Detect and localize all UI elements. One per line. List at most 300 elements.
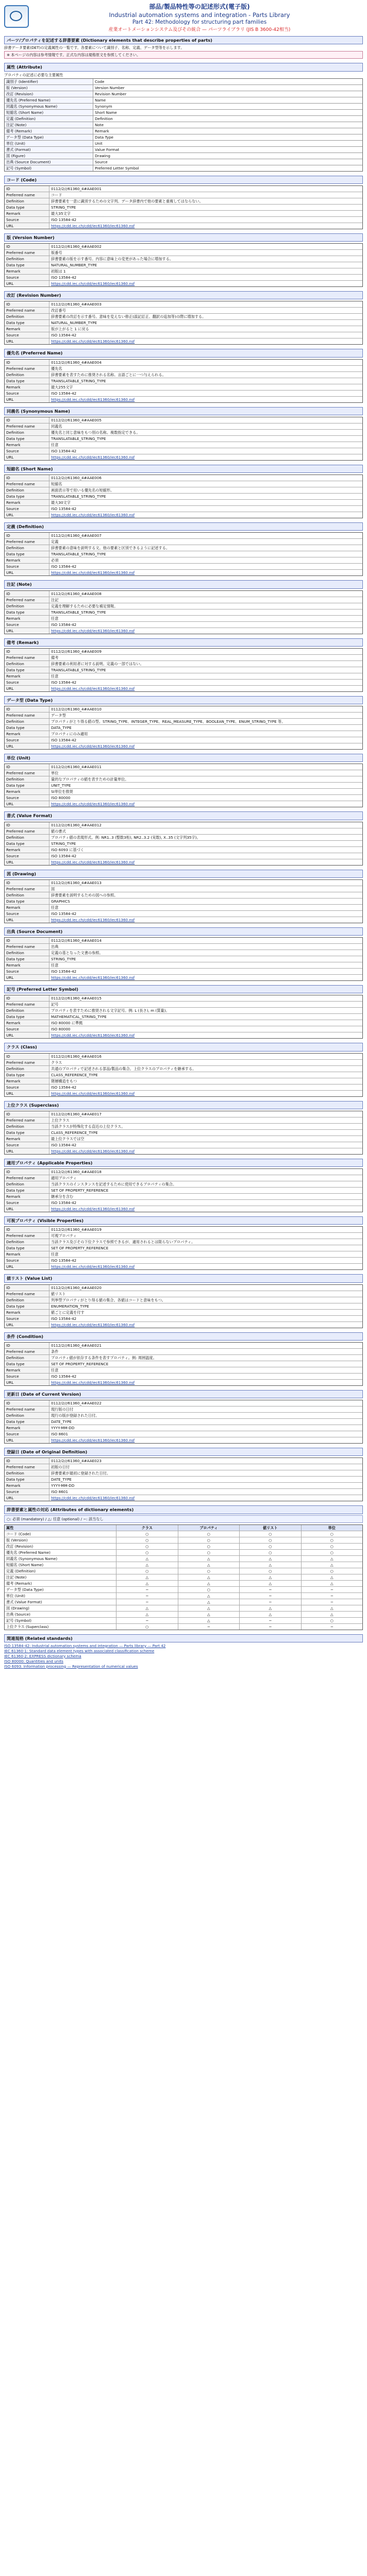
matrix-row <box>5 1537 362 1543</box>
element-url-link[interactable]: https://cdd.iec.ch/cdd/iec61360/iec61360.nsf <box>51 397 135 402</box>
element-value: ISO 80000 <box>51 1027 71 1032</box>
element-table <box>4 822 363 866</box>
element-row <box>5 301 362 307</box>
attribute-value: Short Name <box>95 110 117 115</box>
element-url-link[interactable]: https://cdd.iec.ch/cdd/iec61360/iec61360.nsf <box>51 1438 135 1443</box>
reference-link[interactable]: IEC 61360-1: Standard data element types with associated classification scheme <box>4 1648 155 1653</box>
element-row <box>5 1111 362 1117</box>
element-key: Source <box>5 795 49 801</box>
references-title: 関連規格 (Related standards) <box>4 1634 363 1642</box>
matrix-cell: △ <box>116 1562 178 1568</box>
element-row <box>5 417 362 423</box>
element-title: データ型 (Data Type) <box>4 696 363 704</box>
element-key: Source <box>5 622 49 628</box>
element-key: URL <box>5 1437 49 1443</box>
matrix-cell: △ <box>178 1599 240 1605</box>
element-row <box>5 995 362 1001</box>
element-value: ISO 80000 に準拠 <box>51 1021 83 1026</box>
element-key: ID <box>5 1285 49 1291</box>
matrix-header-row <box>5 1525 362 1531</box>
element-value: 0112/2///61360_4#AAE007 <box>51 533 102 538</box>
element-title: 定義 (Definition) <box>4 522 363 531</box>
element-value: NATURAL_NUMBER_TYPE <box>51 263 97 267</box>
element-row <box>5 822 362 828</box>
matrix-cell: − <box>239 1599 301 1605</box>
element-key: Data type <box>5 551 49 557</box>
element-title: 登録日 (Date of Original Definition) <box>4 1448 363 1456</box>
element-row <box>5 609 362 615</box>
element-row <box>5 1464 362 1470</box>
attribute-row <box>5 109 362 115</box>
matrix-header-cell: 単位 <box>301 1525 363 1531</box>
matrix-cell: △ <box>301 1556 363 1562</box>
element-key: URL <box>5 338 49 344</box>
element-value: プロパティ値が依存する条件を表すプロパティ。例: 周囲温度。 <box>51 1355 157 1360</box>
element-value: MATHEMATICAL_STRING_TYPE <box>51 1014 107 1020</box>
element-row <box>5 718 362 724</box>
element-row <box>5 1406 362 1412</box>
element-title: 記号 (Preferred Letter Symbol) <box>4 985 363 993</box>
matrix-row <box>5 1562 362 1568</box>
element-table <box>4 706 363 750</box>
matrix-row <box>5 1617 362 1623</box>
element-row <box>5 365 362 371</box>
matrix-cell: △ <box>239 1612 301 1617</box>
element-table <box>4 764 363 807</box>
element-key: URL <box>5 1495 49 1501</box>
element-row <box>5 307 362 313</box>
matrix-cell: △ <box>301 1574 363 1580</box>
element-value: 定義 <box>51 539 59 545</box>
element-table <box>4 1342 363 1386</box>
page-header <box>4 2 363 32</box>
element-row <box>5 904 362 910</box>
element-key: Remark <box>5 789 49 794</box>
element-value: 最大255文字 <box>51 384 73 389</box>
matrix-cell: △ <box>116 1605 178 1611</box>
matrix-cell: ○ <box>116 1624 178 1630</box>
element-key: ID <box>5 938 49 943</box>
element-value: ISO 13584-42 <box>51 969 77 974</box>
reference-link[interactable]: ISO 13584-42: Industrial automation systems and integration — Parts library — Part 42 <box>4 1643 166 1648</box>
attribute-name: 版 (Version) <box>5 85 93 91</box>
matrix-row <box>5 1592 362 1599</box>
element-value: 辞書要素を説明するための図への参照。 <box>51 892 118 897</box>
matrix-cell: △ <box>301 1581 363 1586</box>
element-url-link[interactable]: https://cdd.iec.ch/cdd/iec61360/iec61360.nsf <box>51 975 135 980</box>
element-key: Remark <box>5 500 49 505</box>
matrix-cell: △ <box>116 1574 178 1580</box>
matrix-cell: ○ <box>301 1568 363 1574</box>
element-row <box>5 493 362 499</box>
element-key: Preferred name <box>5 308 49 313</box>
matrix-title: 辞書要素と属性の対応 (Attributes of dictionary elements) <box>4 1505 363 1514</box>
attribute-name: 同義名 (Synonymous Name) <box>5 104 93 109</box>
element-title: 適用プロパティ (Applicable Properties) <box>4 1159 363 1167</box>
element-value: 辞書要素が最初に登録された日付。 <box>51 1471 111 1476</box>
element-row <box>5 597 362 603</box>
element-key: Preferred name <box>5 1291 49 1297</box>
element-key: Remark <box>5 1483 49 1488</box>
matrix-cell: △ <box>116 1581 178 1586</box>
element-value: 版が上がると 1 に戻る <box>51 327 89 332</box>
element-row <box>5 1379 362 1385</box>
attribute-row <box>5 97 362 103</box>
matrix-cell: △ <box>178 1574 240 1580</box>
attribute-value: Source <box>95 159 108 164</box>
element-row <box>5 1078 362 1084</box>
element-value: 最上位クラスでは空 <box>51 1136 85 1141</box>
attributes-title: 属性 (Attribute) <box>4 63 363 71</box>
attribute-name: 備考 (Remark) <box>5 128 93 134</box>
element-row <box>5 737 362 743</box>
element-key: URL <box>5 686 49 691</box>
element-row <box>5 1321 362 1328</box>
element-key: Preferred name <box>5 366 49 371</box>
matrix-cell: 改訂 (Revision) <box>6 1544 34 1549</box>
element-value: 0112/2///61360_4#AAE004 <box>51 360 102 365</box>
reference-link[interactable]: IEC 61360-2: EXPRESS dictionary schema <box>4 1653 81 1658</box>
element-value: 注記 <box>51 597 59 602</box>
element-key: ID <box>5 591 49 597</box>
element-value: 優先名 <box>51 366 62 371</box>
element-value: 備考 <box>51 655 59 660</box>
element-key: Definition <box>5 1239 49 1245</box>
element-key: Data type <box>5 1303 49 1309</box>
element-key: URL <box>5 1091 49 1096</box>
element-value: ISO 13584-42 <box>51 448 77 453</box>
element-value: 0112/2///61360_4#AAE008 <box>51 591 102 596</box>
element-key: URL <box>5 512 49 518</box>
element-key: Definition <box>5 1181 49 1187</box>
element-url-link[interactable]: https://cdd.iec.ch/cdd/iec61360/iec61360.nsf <box>51 1207 135 1211</box>
element-value: コード <box>51 192 62 197</box>
element-row <box>5 1142 362 1148</box>
element-row <box>5 223 362 229</box>
matrix-header-cell: 値リスト <box>239 1525 301 1531</box>
element-value: 当該クラスのインスタンスを記述するために使用できるプロパティの集合。 <box>51 1182 177 1187</box>
element-title: 優先名 (Preferred Name) <box>4 349 363 357</box>
element-key: URL <box>5 628 49 634</box>
element-row <box>5 338 362 344</box>
element-row <box>5 1470 362 1476</box>
matrix-cell: △ <box>116 1556 178 1562</box>
element-key: Preferred name <box>5 250 49 256</box>
element-value: 0112/2///61360_4#AAE011 <box>51 765 102 770</box>
element-value: 改訂番号 <box>51 308 66 313</box>
element-key: Preferred name <box>5 713 49 718</box>
element-title: 注記 (Note) <box>4 580 363 588</box>
matrix-cell: ○ <box>116 1568 178 1574</box>
element-row <box>5 628 362 634</box>
element-key: Preferred name <box>5 539 49 545</box>
element-row <box>5 423 362 429</box>
element-row <box>5 764 362 770</box>
element-key: URL <box>5 570 49 575</box>
attribute-value: Drawing <box>95 153 110 158</box>
element-table <box>4 1053 363 1097</box>
element-table <box>4 879 363 923</box>
element-key: ID <box>5 706 49 712</box>
element-url-link[interactable]: https://cdd.iec.ch/cdd/iec61360/iec61360.nsf <box>51 686 135 691</box>
element-row <box>5 454 362 460</box>
element-key: Source <box>5 332 49 338</box>
element-key: Data type <box>5 899 49 904</box>
attribute-value: Name <box>95 97 106 103</box>
element-value: 任意 <box>51 963 59 968</box>
matrix-cell: 上位クラス (Superclass) <box>6 1624 49 1629</box>
attribute-name: 識別子 (Identifier) <box>5 79 93 84</box>
element-row <box>5 950 362 956</box>
element-key: Data type <box>5 1361 49 1367</box>
element-row <box>5 1013 362 1020</box>
element-value: 可視プロパティ <box>51 1233 77 1239</box>
matrix-row <box>5 1611 362 1617</box>
attribute-row <box>5 159 362 165</box>
element-key: URL <box>5 223 49 229</box>
element-url-link[interactable]: https://cdd.iec.ch/cdd/iec61360/iec61360.nsf <box>51 223 135 228</box>
matrix-cell: 短縮名 (Short Name) <box>6 1562 44 1567</box>
matrix-cell: ○ <box>178 1544 240 1549</box>
element-key: Remark <box>5 211 49 216</box>
element-url-link[interactable]: https://cdd.iec.ch/cdd/iec61360/iec61360.nsf <box>51 513 135 517</box>
element-row <box>5 1084 362 1090</box>
matrix-cell: △ <box>178 1556 240 1562</box>
element-key: Source <box>5 1258 49 1263</box>
element-value: ISO 13584-42 <box>51 1142 77 1147</box>
element-row <box>5 1059 362 1065</box>
element-key: Definition <box>5 1355 49 1361</box>
element-key: ID <box>5 1054 49 1059</box>
element-row <box>5 533 362 538</box>
element-title: クラス (Class) <box>4 1043 363 1051</box>
element-row <box>5 384 362 390</box>
matrix-header-cell: 属性 <box>5 1525 116 1531</box>
element-row <box>5 1117 362 1123</box>
element-key: Definition <box>5 776 49 782</box>
matrix-row <box>5 1531 362 1537</box>
element-key: ID <box>5 1400 49 1406</box>
element-table <box>4 532 363 576</box>
element-url-link[interactable]: https://cdd.iec.ch/cdd/iec61360/iec61360.nsf <box>51 454 135 460</box>
element-key: ID <box>5 1111 49 1117</box>
matrix-cell: − <box>301 1599 363 1605</box>
element-url-link[interactable]: https://cdd.iec.ch/cdd/iec61360/iec61360.nsf <box>51 1091 135 1096</box>
element-key: Data type <box>5 841 49 846</box>
element-row <box>5 1175 362 1181</box>
element-row <box>5 667 362 673</box>
element-row <box>5 198 362 204</box>
element-row <box>5 274 362 280</box>
element-url-link[interactable]: https://cdd.iec.ch/cdd/iec61360/iec61360.nsf <box>51 744 135 749</box>
element-key: URL <box>5 801 49 807</box>
element-row <box>5 898 362 904</box>
element-url-link[interactable]: https://cdd.iec.ch/cdd/iec61360/iec61360.nsf <box>51 802 135 807</box>
element-row <box>5 706 362 712</box>
element-value: 0112/2///61360_4#AAE012 <box>51 822 102 827</box>
element-url-link[interactable]: https://cdd.iec.ch/cdd/iec61360/iec61360.nsf <box>51 1322 135 1327</box>
element-key: Source <box>5 1200 49 1206</box>
element-table <box>4 648 363 692</box>
element-row <box>5 724 362 731</box>
element-key: Source <box>5 1374 49 1379</box>
element-row <box>5 1495 362 1501</box>
element-row <box>5 1090 362 1096</box>
element-key: Definition <box>5 950 49 956</box>
element-key: ID <box>5 244 49 249</box>
element-value: 出典 <box>51 944 59 949</box>
element-key: Preferred name <box>5 944 49 950</box>
element-row <box>5 1482 362 1488</box>
matrix-cell: △ <box>178 1605 240 1611</box>
element-value: GRAPHICS <box>51 899 70 904</box>
element-key: Data type <box>5 667 49 673</box>
element-row <box>5 886 362 892</box>
element-value: 0112/2///61360_4#AAE003 <box>51 302 102 307</box>
element-key: Remark <box>5 1251 49 1257</box>
attribute-value: Preferred Letter Symbol <box>95 165 139 171</box>
element-key: ID <box>5 186 49 192</box>
element-row <box>5 743 362 749</box>
element-value: ISO 13584-42 <box>51 680 77 685</box>
element-key: Source <box>5 1142 49 1148</box>
element-row <box>5 910 362 917</box>
element-row <box>5 801 362 807</box>
title-ja: 部品/製品特性等の記述形式(電子版) <box>149 3 250 10</box>
attribute-value: Unit <box>95 141 103 146</box>
element-value: ISO 13584-42 <box>51 217 77 222</box>
element-row <box>5 557 362 563</box>
element-row <box>5 673 362 679</box>
element-row <box>5 512 362 518</box>
element-row <box>5 429 362 435</box>
element-key: Definition <box>5 719 49 724</box>
matrix-cell: ○ <box>116 1544 178 1549</box>
element-title: 短縮名 (Short Name) <box>4 465 363 473</box>
element-url-link[interactable]: https://cdd.iec.ch/cdd/iec61360/iec61360.nsf <box>51 628 135 633</box>
element-row <box>5 840 362 846</box>
element-value: 辞書要素を表すために推奨される名称。言語ごとに一つ与えられる。 <box>51 372 166 377</box>
element-key: URL <box>5 917 49 923</box>
matrix-cell: − <box>116 1618 178 1623</box>
element-row <box>5 968 362 974</box>
element-row <box>5 679 362 685</box>
element-value: 最大35文字 <box>51 211 71 216</box>
element-row <box>5 1291 362 1297</box>
element-key: Remark <box>5 1367 49 1373</box>
element-url-link[interactable]: https://cdd.iec.ch/cdd/iec61360/iec61360.nsf <box>51 1380 135 1385</box>
attribute-name: 出典 (Source Document) <box>5 159 93 165</box>
element-value: SI単位を推奨 <box>51 789 73 794</box>
element-url-link[interactable]: https://cdd.iec.ch/cdd/iec61360/iec61360.nsf <box>51 570 135 575</box>
attribute-value: Remark <box>95 128 109 133</box>
element-row <box>5 280 362 286</box>
element-title: 条件 (Condition) <box>4 1332 363 1341</box>
element-row <box>5 834 362 840</box>
element-url-link[interactable]: https://cdd.iec.ch/cdd/iec61360/iec61360.nsf <box>51 1496 135 1501</box>
element-value: TRANSLATABLE_STRING_TYPE <box>51 552 106 557</box>
element-key: ID <box>5 1343 49 1348</box>
element-row <box>5 1285 362 1291</box>
element-table <box>4 1284 363 1328</box>
element-key: Source <box>5 1026 49 1032</box>
element-value: 値の書式 <box>51 828 66 834</box>
element-row <box>5 1476 362 1482</box>
matrix-cell: △ <box>178 1562 240 1568</box>
element-row <box>5 770 362 776</box>
element-url-link[interactable]: https://cdd.iec.ch/cdd/iec61360/iec61360.nsf <box>51 1148 135 1154</box>
element-url-link[interactable]: https://cdd.iec.ch/cdd/iec61360/iec61360.nsf <box>51 917 135 922</box>
element-key: Preferred name <box>5 886 49 892</box>
matrix-cell: △ <box>239 1605 301 1611</box>
element-value: 図 <box>51 886 55 891</box>
element-row <box>5 731 362 737</box>
element-title: 上位クラス (Superclass) <box>4 1101 363 1109</box>
matrix-cell: △ <box>116 1612 178 1617</box>
element-key: Remark <box>5 1136 49 1142</box>
element-url-link[interactable]: https://cdd.iec.ch/cdd/iec61360/iec61360.nsf <box>51 1264 135 1269</box>
element-row <box>5 1020 362 1026</box>
element-value: SET OF PROPERTY_REFERENCE <box>51 1361 109 1366</box>
reference-link[interactable]: ISO 6093: Information processing — Representation of numerical values <box>4 1664 138 1669</box>
element-table <box>4 1226 363 1270</box>
element-key: Preferred name <box>5 1175 49 1181</box>
element-key: Remark <box>5 384 49 390</box>
title-en: Industrial automation systems and integration - Parts Library <box>109 11 290 19</box>
element-row <box>5 1193 362 1199</box>
element-table <box>4 1111 363 1155</box>
element-key: Source <box>5 1431 49 1437</box>
element-row <box>5 938 362 943</box>
attribute-row <box>5 84 362 91</box>
element-title: 出典 (Source Document) <box>4 927 363 936</box>
element-value: ISO 13584-42 <box>51 275 77 280</box>
element-value: 初版の日付 <box>51 1465 70 1470</box>
element-key: Source <box>5 506 49 512</box>
matrix-cell: ○ <box>301 1550 363 1555</box>
element-row <box>5 1488 362 1495</box>
element-row <box>5 481 362 487</box>
element-value: 0112/2///61360_4#AAE021 <box>51 1343 102 1348</box>
element-key: Remark <box>5 673 49 679</box>
element-row <box>5 1425 362 1431</box>
element-title: 単位 (Unit) <box>4 754 363 762</box>
element-row <box>5 396 362 402</box>
element-key: Remark <box>5 962 49 968</box>
element-url-link[interactable]: https://cdd.iec.ch/cdd/iec61360/iec61360.nsf <box>51 339 135 344</box>
element-row <box>5 442 362 448</box>
matrix-row <box>5 1586 362 1592</box>
element-row <box>5 859 362 865</box>
element-url-link[interactable]: https://cdd.iec.ch/cdd/iec61360/iec61360.nsf <box>51 1033 135 1038</box>
element-key: Definition <box>5 256 49 262</box>
element-key: Definition <box>5 372 49 378</box>
attribute-value: Code <box>95 79 105 84</box>
element-row <box>5 917 362 923</box>
element-row <box>5 788 362 794</box>
element-key: Definition <box>5 545 49 551</box>
element-url-link[interactable]: https://cdd.iec.ch/cdd/iec61360/iec61360.nsf <box>51 281 135 286</box>
element-value: データ型 <box>51 713 66 718</box>
reference-link[interactable]: ISO 80000: Quantities and units <box>4 1658 63 1664</box>
element-row <box>5 319 362 326</box>
element-url-link[interactable]: https://cdd.iec.ch/cdd/iec61360/iec61360.nsf <box>51 859 135 865</box>
element-value: ISO 13584-42 <box>51 1258 77 1263</box>
element-key: ID <box>5 1227 49 1232</box>
element-value: 任意 <box>51 616 59 621</box>
element-key: Definition <box>5 314 49 319</box>
matrix-cell: ○ <box>301 1537 363 1543</box>
